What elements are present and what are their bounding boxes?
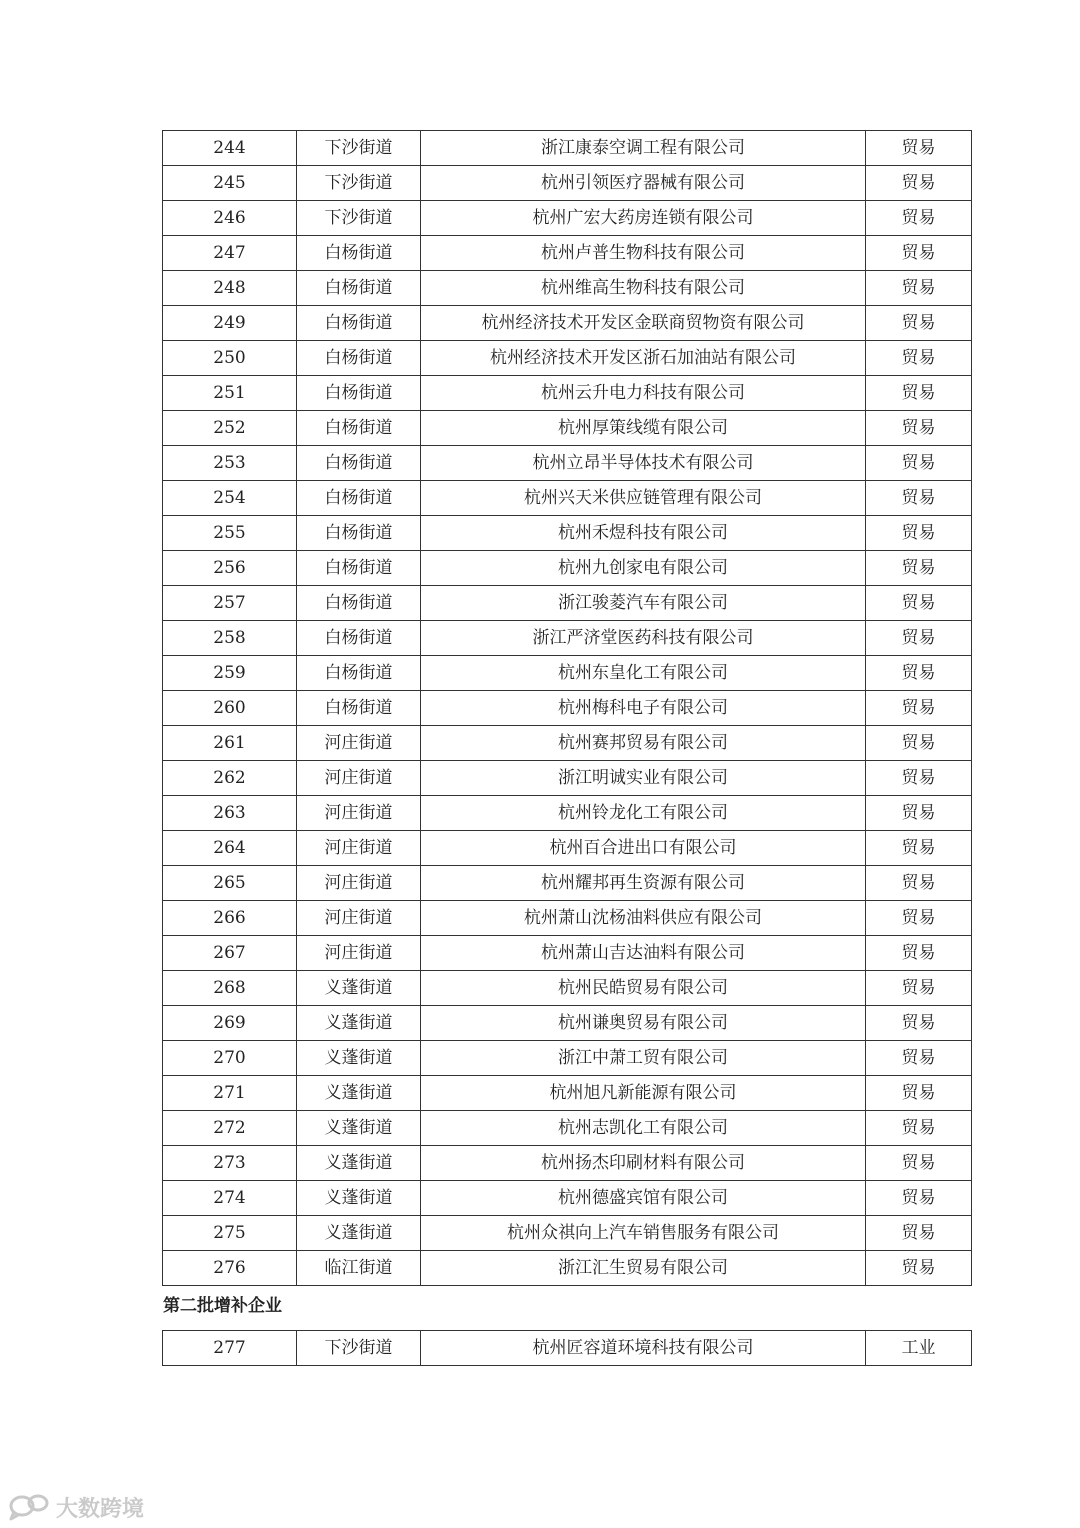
company-cell: 浙江康泰空调工程有限公司 [421, 131, 866, 166]
row-number: 275 [163, 1216, 297, 1251]
watermark [8, 1490, 144, 1524]
company-cell: 杭州维高生物科技有限公司 [421, 271, 866, 306]
table-row [163, 1076, 972, 1111]
row-number: 260 [163, 691, 297, 726]
row-number: 262 [163, 761, 297, 796]
table-row [163, 516, 972, 551]
type-cell: 工业 [866, 1331, 972, 1366]
section-heading: 第二批增补企业 [163, 1296, 282, 1316]
street-cell: 义蓬街道 [297, 1076, 421, 1111]
company-cell: 杭州谦奥贸易有限公司 [421, 1006, 866, 1041]
company-cell: 杭州厚策线缆有限公司 [421, 411, 866, 446]
type-cell: 贸易 [866, 236, 972, 271]
company-table-body [163, 131, 972, 1286]
company-cell: 杭州众祺向上汽车销售服务有限公司 [421, 1216, 866, 1251]
company-table [162, 130, 972, 1286]
type-cell: 贸易 [866, 131, 972, 166]
street-cell: 白杨街道 [297, 236, 421, 271]
type-cell: 贸易 [866, 586, 972, 621]
table-row [163, 271, 972, 306]
type-cell: 贸易 [866, 621, 972, 656]
street-cell: 白杨街道 [297, 306, 421, 341]
table-row [163, 1216, 972, 1251]
table-row [163, 551, 972, 586]
company-cell: 杭州志凯化工有限公司 [421, 1111, 866, 1146]
street-cell: 义蓬街道 [297, 1146, 421, 1181]
row-number: 274 [163, 1181, 297, 1216]
company-cell: 杭州经济技术开发区金联商贸物资有限公司 [421, 306, 866, 341]
table-row [163, 586, 972, 621]
row-number: 267 [163, 936, 297, 971]
table-row [163, 796, 972, 831]
type-cell: 贸易 [866, 201, 972, 236]
type-cell: 贸易 [866, 866, 972, 901]
street-cell: 白杨街道 [297, 341, 421, 376]
row-number: 247 [163, 236, 297, 271]
row-number: 252 [163, 411, 297, 446]
watermark-text: 大数跨境 [56, 1496, 145, 1522]
street-cell: 白杨街道 [297, 586, 421, 621]
company-cell: 杭州民皓贸易有限公司 [421, 971, 866, 1006]
type-cell: 贸易 [866, 1146, 972, 1181]
type-cell: 贸易 [866, 796, 972, 831]
row-number: 258 [163, 621, 297, 656]
type-cell: 贸易 [866, 761, 972, 796]
row-number: 276 [163, 1251, 297, 1286]
company-cell: 杭州萧山沈杨油料供应有限公司 [421, 901, 866, 936]
table-row [163, 306, 972, 341]
street-cell: 河庄街道 [297, 866, 421, 901]
street-cell: 义蓬街道 [297, 1111, 421, 1146]
company-cell: 杭州匠容道环境科技有限公司 [421, 1331, 866, 1366]
street-cell: 白杨街道 [297, 271, 421, 306]
row-number: 266 [163, 901, 297, 936]
type-cell: 贸易 [866, 936, 972, 971]
company-cell: 杭州铃龙化工有限公司 [421, 796, 866, 831]
company-cell: 杭州百合进出口有限公司 [421, 831, 866, 866]
street-cell: 白杨街道 [297, 551, 421, 586]
type-cell: 贸易 [866, 726, 972, 761]
street-cell: 临江街道 [297, 1251, 421, 1286]
row-number: 277 [163, 1331, 297, 1366]
company-cell: 杭州赛邦贸易有限公司 [421, 726, 866, 761]
row-number: 270 [163, 1041, 297, 1076]
street-cell: 白杨街道 [297, 446, 421, 481]
street-cell: 河庄街道 [297, 831, 421, 866]
street-cell: 白杨街道 [297, 481, 421, 516]
table-row [163, 481, 972, 516]
company-cell: 杭州经济技术开发区浙石加油站有限公司 [421, 341, 866, 376]
type-cell: 贸易 [866, 1111, 972, 1146]
company-cell: 杭州耀邦再生资源有限公司 [421, 866, 866, 901]
company-cell: 杭州兴天米供应链管理有限公司 [421, 481, 866, 516]
row-number: 265 [163, 866, 297, 901]
table-row [163, 1251, 972, 1286]
table-row [163, 831, 972, 866]
type-cell: 贸易 [866, 446, 972, 481]
type-cell: 贸易 [866, 271, 972, 306]
company-cell: 杭州扬杰印刷材料有限公司 [421, 1146, 866, 1181]
street-cell: 义蓬街道 [297, 1041, 421, 1076]
street-cell: 白杨街道 [297, 376, 421, 411]
table-row [163, 866, 972, 901]
company-cell: 杭州梅科电子有限公司 [421, 691, 866, 726]
type-cell: 贸易 [866, 1041, 972, 1076]
type-cell: 贸易 [866, 411, 972, 446]
company-cell: 杭州立昂半导体技术有限公司 [421, 446, 866, 481]
row-number: 272 [163, 1111, 297, 1146]
row-number: 255 [163, 516, 297, 551]
table-row [163, 1111, 972, 1146]
company-cell: 浙江明诚实业有限公司 [421, 761, 866, 796]
row-number: 244 [163, 131, 297, 166]
street-cell: 下沙街道 [297, 166, 421, 201]
company-cell: 杭州云升电力科技有限公司 [421, 376, 866, 411]
table-row [163, 936, 972, 971]
type-cell: 贸易 [866, 516, 972, 551]
street-cell: 河庄街道 [297, 936, 421, 971]
row-number: 271 [163, 1076, 297, 1111]
type-cell: 贸易 [866, 831, 972, 866]
row-number: 263 [163, 796, 297, 831]
table-row [163, 411, 972, 446]
type-cell: 贸易 [866, 691, 972, 726]
supplement-table [162, 1330, 972, 1366]
row-number: 253 [163, 446, 297, 481]
type-cell: 贸易 [866, 1181, 972, 1216]
company-cell: 杭州旭凡新能源有限公司 [421, 1076, 866, 1111]
type-cell: 贸易 [866, 166, 972, 201]
row-number: 257 [163, 586, 297, 621]
table-row [163, 726, 972, 761]
table-row [163, 341, 972, 376]
row-number: 249 [163, 306, 297, 341]
table-row [163, 1146, 972, 1181]
row-number: 259 [163, 656, 297, 691]
row-number: 254 [163, 481, 297, 516]
company-cell: 杭州萧山吉达油料有限公司 [421, 936, 866, 971]
table-row [163, 901, 972, 936]
table-row [163, 166, 972, 201]
company-cell: 浙江骏菱汽车有限公司 [421, 586, 866, 621]
type-cell: 贸易 [866, 306, 972, 341]
street-cell: 白杨街道 [297, 411, 421, 446]
street-cell: 河庄街道 [297, 796, 421, 831]
company-cell: 浙江汇生贸易有限公司 [421, 1251, 866, 1286]
row-number: 269 [163, 1006, 297, 1041]
table-row [163, 1041, 972, 1076]
table-row [163, 1006, 972, 1041]
supplement-table-body [163, 1331, 972, 1366]
company-cell: 浙江严济堂医药科技有限公司 [421, 621, 866, 656]
type-cell: 贸易 [866, 971, 972, 1006]
row-number: 246 [163, 201, 297, 236]
row-number: 256 [163, 551, 297, 586]
street-cell: 义蓬街道 [297, 971, 421, 1006]
street-cell: 河庄街道 [297, 761, 421, 796]
street-cell: 义蓬街道 [297, 1216, 421, 1251]
street-cell: 义蓬街道 [297, 1006, 421, 1041]
street-cell: 河庄街道 [297, 901, 421, 936]
table-row [163, 971, 972, 1006]
table-row [163, 201, 972, 236]
row-number: 250 [163, 341, 297, 376]
type-cell: 贸易 [866, 1216, 972, 1251]
table-row [163, 761, 972, 796]
company-cell: 杭州引领医疗器械有限公司 [421, 166, 866, 201]
company-cell: 杭州东皇化工有限公司 [421, 656, 866, 691]
company-cell: 杭州九创家电有限公司 [421, 551, 866, 586]
row-number: 245 [163, 166, 297, 201]
type-cell: 贸易 [866, 551, 972, 586]
street-cell: 白杨街道 [297, 656, 421, 691]
row-number: 251 [163, 376, 297, 411]
type-cell: 贸易 [866, 1251, 972, 1286]
table-row [163, 1331, 972, 1366]
company-cell: 杭州广宏大药房连锁有限公司 [421, 201, 866, 236]
street-cell: 白杨街道 [297, 691, 421, 726]
table-row [163, 691, 972, 726]
table-row [163, 656, 972, 691]
street-cell: 河庄街道 [297, 726, 421, 761]
type-cell: 贸易 [866, 1076, 972, 1111]
company-cell: 杭州德盛宾馆有限公司 [421, 1181, 866, 1216]
company-cell: 浙江中萧工贸有限公司 [421, 1041, 866, 1076]
type-cell: 贸易 [866, 376, 972, 411]
company-cell: 杭州卢普生物科技有限公司 [421, 236, 866, 271]
table-row [163, 236, 972, 271]
street-cell: 白杨街道 [297, 516, 421, 551]
street-cell: 白杨街道 [297, 621, 421, 656]
type-cell: 贸易 [866, 481, 972, 516]
table-row [163, 1181, 972, 1216]
type-cell: 贸易 [866, 656, 972, 691]
type-cell: 贸易 [866, 341, 972, 376]
type-cell: 贸易 [866, 901, 972, 936]
table-row [163, 131, 972, 166]
row-number: 268 [163, 971, 297, 1006]
row-number: 261 [163, 726, 297, 761]
company-cell: 杭州禾煜科技有限公司 [421, 516, 866, 551]
table-row [163, 376, 972, 411]
table-row [163, 621, 972, 656]
street-cell: 义蓬街道 [297, 1181, 421, 1216]
type-cell: 贸易 [866, 1006, 972, 1041]
row-number: 264 [163, 831, 297, 866]
row-number: 248 [163, 271, 297, 306]
street-cell: 下沙街道 [297, 1331, 421, 1366]
street-cell: 下沙街道 [297, 201, 421, 236]
street-cell: 下沙街道 [297, 131, 421, 166]
row-number: 273 [163, 1146, 297, 1181]
table-row [163, 446, 972, 481]
chat-bubble-icon [8, 1492, 52, 1522]
